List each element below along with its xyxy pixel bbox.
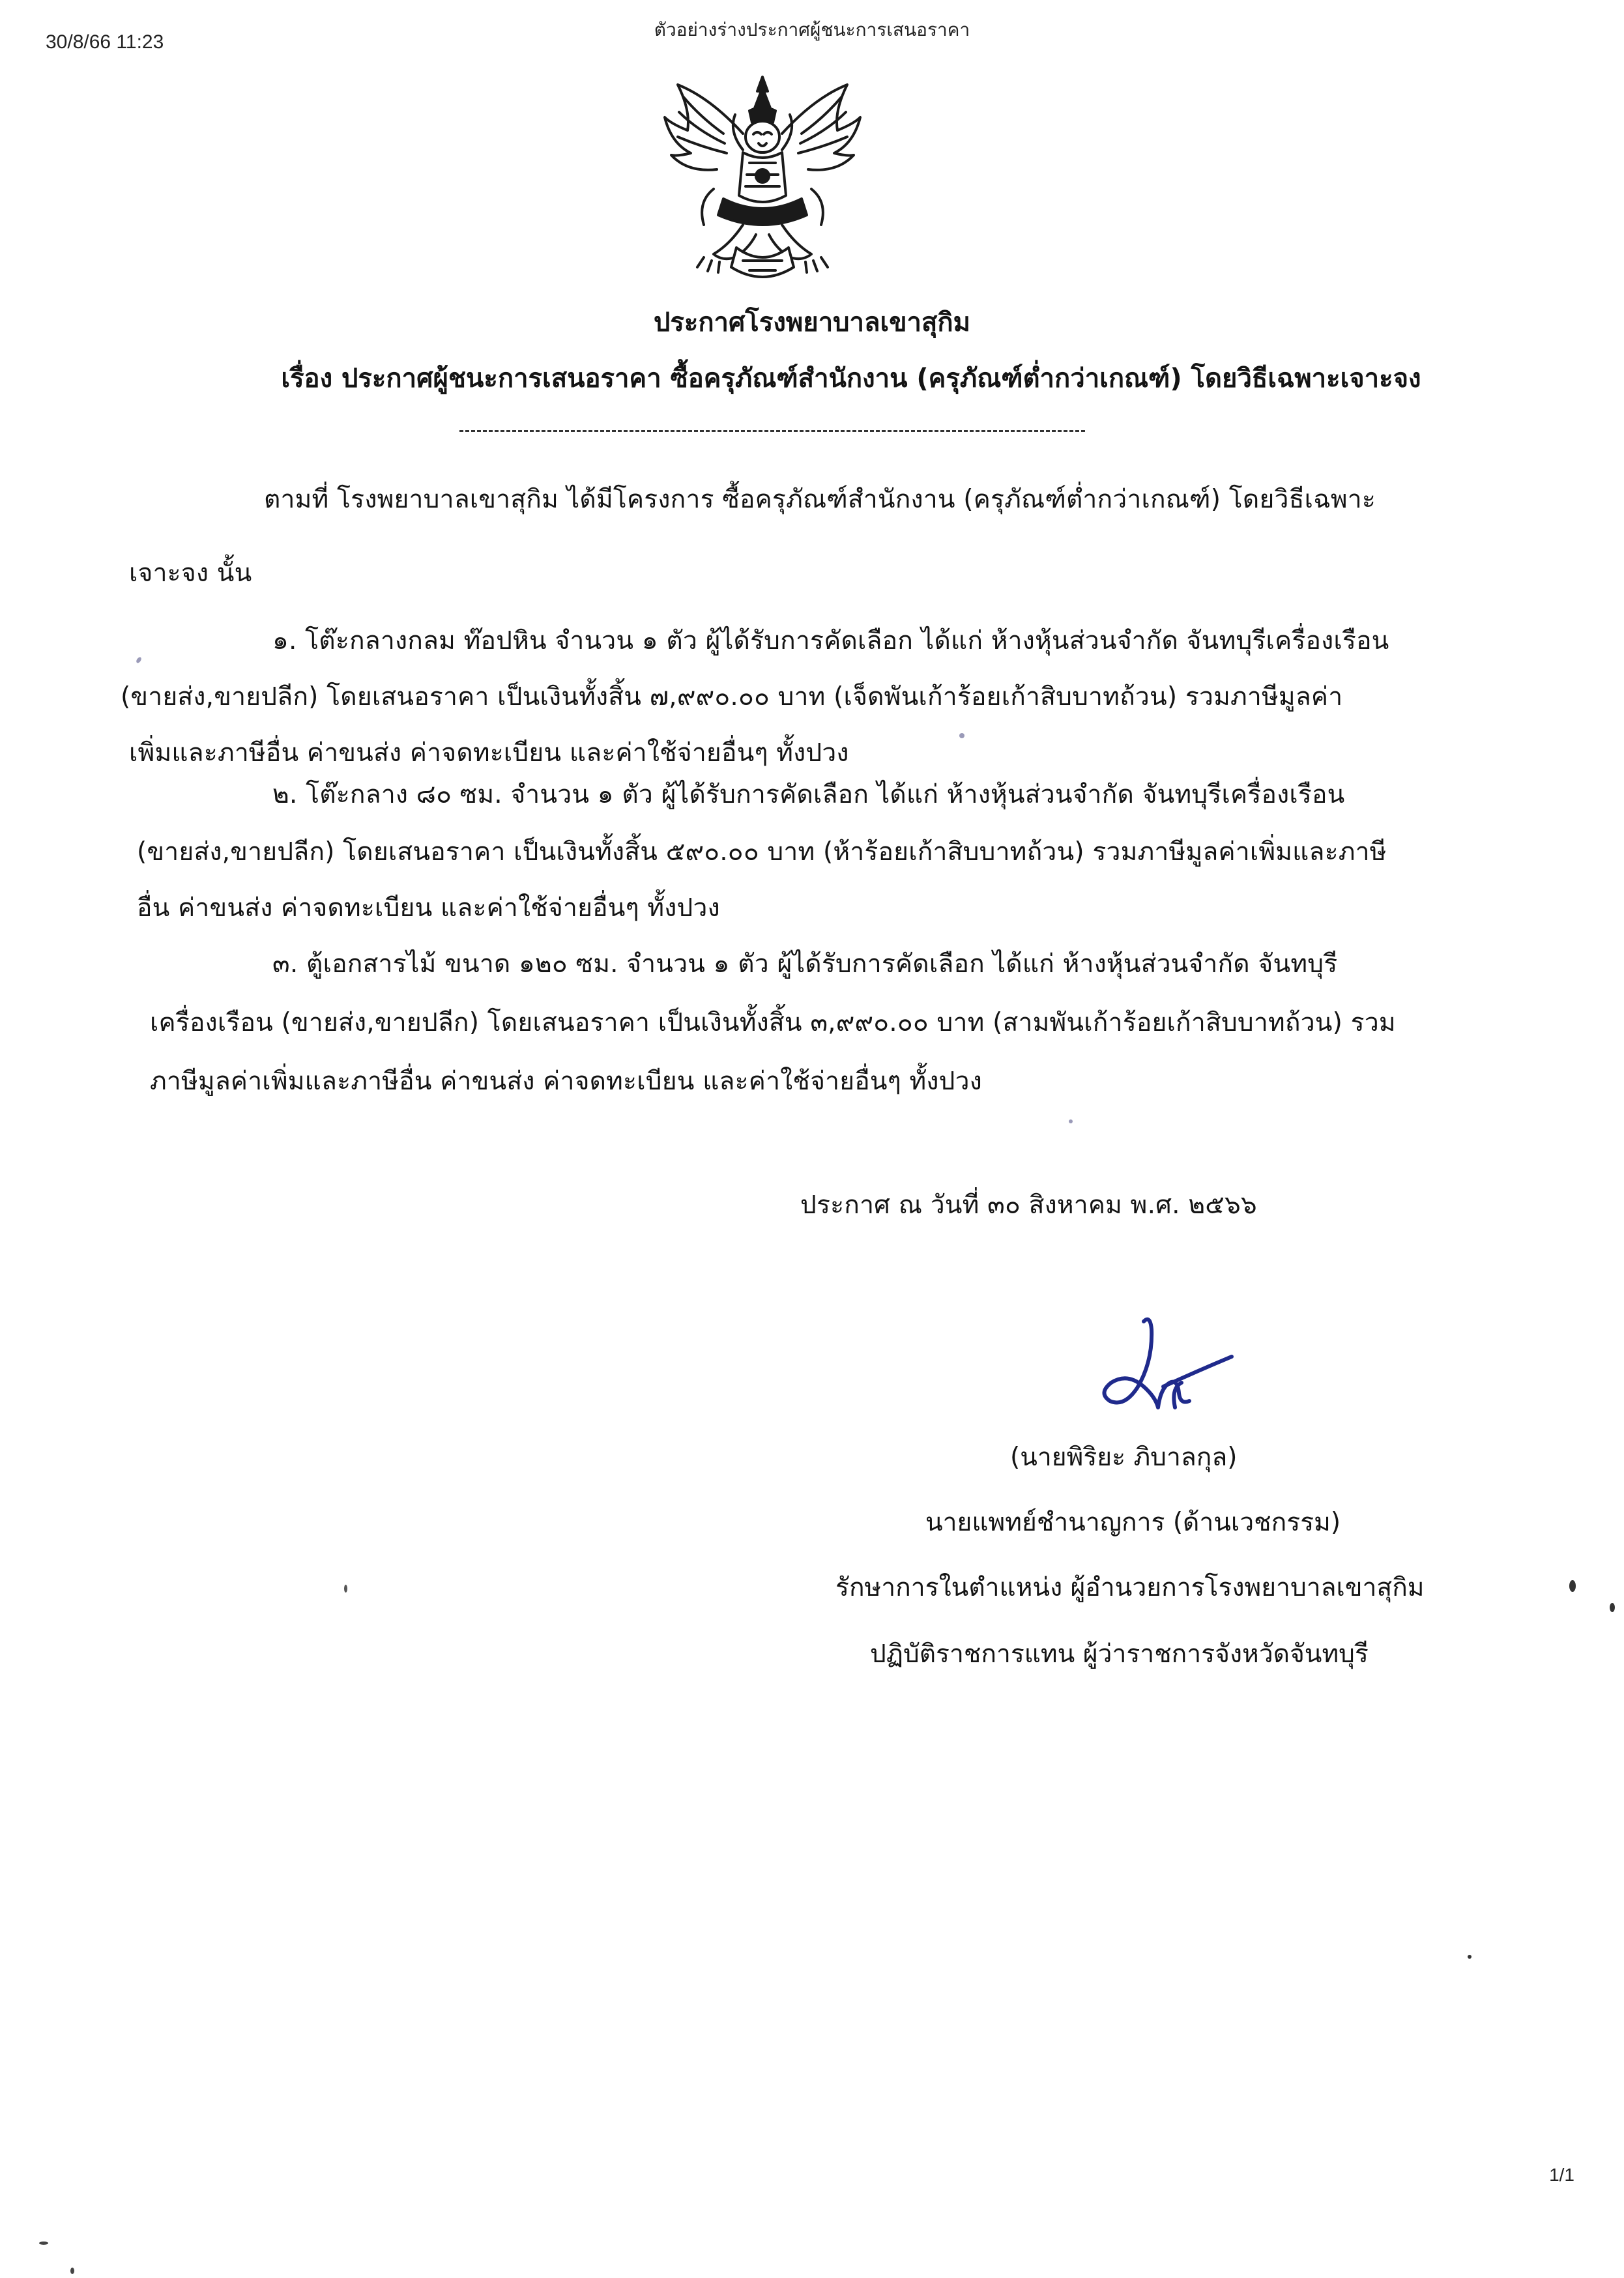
garuda-emblem-drawing <box>652 72 873 290</box>
signatory-on-behalf: ปฏิบัติราชการแทน ผู้ว่าราชการจังหวัดจันทบุรี <box>870 1639 1369 1669</box>
item-3-line-1: ๓. ตู้เอกสารไม้ ขนาด ๑๒๐ ซม. จำนวน ๑ ตัว ผู้ได้รับการคัดเลือก ได้แก่ ห้างหุ้นส่วนจำกัด จันทบุรี <box>272 949 1338 979</box>
page-number: 1/1 <box>1549 2165 1574 2185</box>
signatory-acting-role: รักษาการในตำแหน่ง ผู้อำนวยการโรงพยาบาลเขาสุกิม <box>835 1573 1425 1602</box>
signatory-name: (นายพิริยะ ภิบาลกุล) <box>1010 1443 1238 1472</box>
announcement-subject: เรื่อง ประกาศผู้ชนะการเสนอราคา ซื้อครุภัณฑ์สำนักงาน (ครุภัณฑ์ต่ำกว่าเกณฑ์) โดยวิธีเฉพาะเจาะจง <box>281 364 1421 394</box>
item-3-line-2: เครื่องเรือน (ขายส่ง,ขายปลีก) โดยเสนอราคา เป็นเงินทั้งสิ้น ๓,๙๙๐.๐๐ บาท (สามพันเก้าร้อยเก้าสิบบาทถ้วน) รวม <box>150 1008 1396 1037</box>
item-2-line-3: อื่น ค่าขนส่ง ค่าจดทะเบียน และค่าใช้จ่ายอื่นๆ ทั้งปวง <box>137 893 720 923</box>
scan-speck <box>1069 1119 1073 1123</box>
scan-speck <box>70 2268 74 2274</box>
item-1-line-1: ๑. โต๊ะกลางกลม ท๊อปหิน จำนวน ๑ ตัว ผู้ได้รับการคัดเลือก ได้แก่ ห้างหุ้นส่วนจำกัด จันทบุรีเครื่องเรือน <box>272 626 1389 656</box>
scan-speck <box>1610 1603 1615 1612</box>
item-1-line-3: เพิ่มและภาษีอื่น ค่าขนส่ง ค่าจดทะเบียน และค่าใช้จ่ายอื่นๆ ทั้งปวง <box>129 738 849 768</box>
intro-line-1: ตามที่ โรงพยาบาลเขาสุกิม ได้มีโครงการ ซื้อครุภัณฑ์สำนักงาน (ครุภัณฑ์ต่ำกว่าเกณฑ์) โดยวิธีเฉพาะ <box>264 485 1376 514</box>
intro-line-2: เจาะจง นั้น <box>129 558 252 588</box>
scan-speck <box>136 656 143 664</box>
print-timestamp: 30/8/66 11:23 <box>46 31 164 53</box>
signature-drawing <box>1098 1310 1241 1424</box>
announcement-title: ประกาศโรงพยาบาลเขาสุกิม <box>653 308 971 338</box>
title-separator <box>459 430 1085 432</box>
scan-speck <box>1468 1955 1472 1959</box>
handwritten-signature-icon <box>1098 1310 1241 1424</box>
announcement-date: ประกาศ ณ วันที่ ๓๐ สิงหาคม พ.ศ. ๒๕๖๖ <box>800 1190 1257 1220</box>
scan-speck <box>344 1585 347 1593</box>
item-2-line-1: ๒. โต๊ะกลาง ๘๐ ซม. จำนวน ๑ ตัว ผู้ได้รับการคัดเลือก ได้แก่ ห้างหุ้นส่วนจำกัด จันทบุรีเครื่องเรือน <box>272 780 1345 809</box>
item-1-line-2: (ขายส่ง,ขายปลีก) โดยเสนอราคา เป็นเงินทั้งสิ้น ๗,๙๙๐.๐๐ บาท (เจ็ดพันเก้าร้อยเก้าสิบบาทถ้วน) รวมภาษีมูลค่า <box>121 682 1343 712</box>
signatory-position: นายแพทย์ชำนาญการ (ด้านเวชกรรม) <box>925 1508 1341 1537</box>
item-3-line-3: ภาษีมูลค่าเพิ่มและภาษีอื่น ค่าขนส่ง ค่าจดทะเบียน และค่าใช้จ่ายอื่นๆ ทั้งปวง <box>150 1067 982 1096</box>
scan-speck <box>1569 1580 1576 1592</box>
garuda-emblem-icon <box>652 72 873 290</box>
item-2-line-2: (ขายส่ง,ขายปลีก) โดยเสนอราคา เป็นเงินทั้งสิ้น ๕๙๐.๐๐ บาท (ห้าร้อยเก้าสิบบาทถ้วน) รวมภาษีมูลค่าเพิ่มและภาษี <box>137 837 1387 867</box>
scan-speck <box>39 2242 48 2245</box>
scan-speck <box>959 733 964 738</box>
page-header: ตัวอย่างร่างประกาศผู้ชนะการเสนอราคา <box>654 19 970 40</box>
